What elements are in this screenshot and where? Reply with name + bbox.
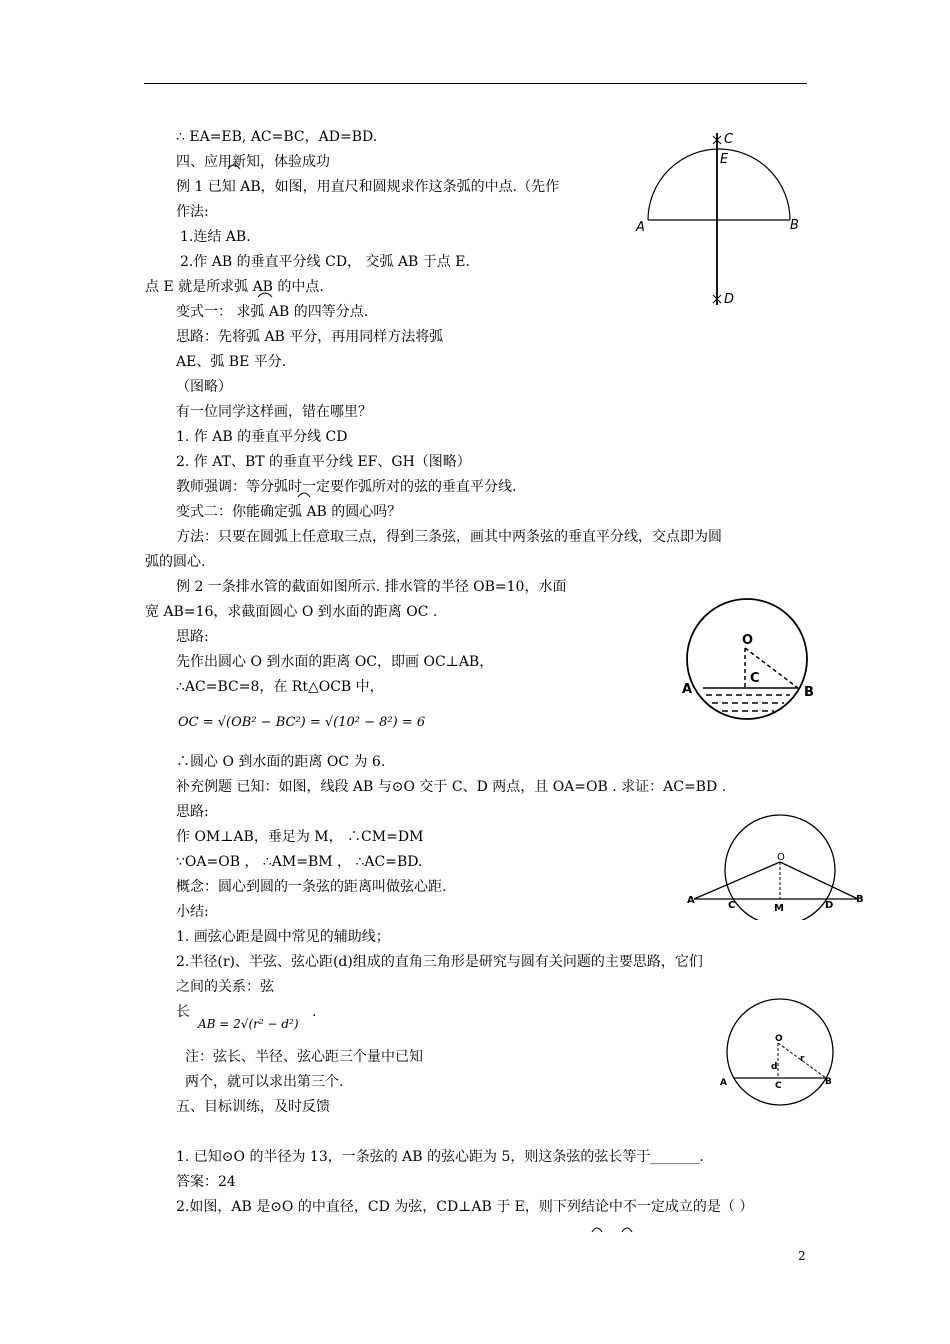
line: 五、目标训练，及时反馈 — [176, 1099, 330, 1115]
line: 注：弦长、半径、弦心距三个量中已知 — [185, 1049, 423, 1065]
line: 例 2 一条排水管的截面如图所示. 排水管的半径 OB=10，水面 — [176, 579, 567, 595]
line: 两个，就可以求出第三个. — [185, 1074, 344, 1090]
line: 四、应用新知，体验成功 — [176, 154, 330, 170]
line: 思路：先将弧 AB 平分，再用同样方法将弧 — [176, 329, 444, 345]
line: 概念：圆心到圆的一条弦的距离叫做弦心距. — [176, 879, 447, 895]
line: 小结: — [176, 904, 209, 920]
label-c: C — [750, 671, 760, 686]
line: （图略） — [176, 379, 232, 395]
label-b: B — [825, 1077, 832, 1087]
label-o: O — [742, 633, 754, 648]
line: 之间的关系：弦 — [176, 979, 274, 995]
line: 1.连结 AB. — [180, 229, 251, 245]
line: 例 1 已知 AB，如图，用直尺和圆规求作这条弧的中点.（先作 — [176, 179, 560, 195]
label-a: A — [682, 682, 693, 697]
label-d: D — [724, 292, 735, 307]
label-a: A — [636, 220, 645, 235]
line: 1. 已知⊙O 的半径为 13，一条弦的 AB 的弦心距为 5，则这条弦的弦长等于_______. — [176, 1149, 704, 1165]
line: 思路: — [176, 804, 209, 820]
label-b: B — [856, 894, 864, 905]
line: 宽 AB=16，求截面圆心 O 到水面的距离 OC . — [145, 604, 438, 620]
figure-arc-midpoint — [630, 125, 805, 315]
line: . — [312, 1004, 317, 1020]
line: 变式二：你能确定弧 AB 的圆心吗？ — [176, 504, 402, 520]
label-o: O — [775, 1034, 783, 1044]
line: 作 OM⊥AB，垂足为 M， ∴CM=DM — [176, 829, 424, 845]
line: 作法: — [176, 204, 209, 220]
line: 补充例题 已知：如图，线段 AB 与⊙O 交于 C、D 两点，且 OA=OB . 求证：AC=BD . — [176, 779, 727, 795]
label-m: M — [774, 903, 784, 914]
line: 方法：只要在圆弧上任意取三点，得到三条弦，画其中两条弦的垂直平分线，交点即为圆 — [176, 529, 722, 545]
line: 点 E 就是所求弧 AB 的中点. — [145, 279, 324, 295]
label-c: C — [775, 1081, 782, 1091]
line: 1. 画弦心距是圆中常见的辅助线； — [176, 929, 390, 945]
line: 弧的圆心. — [145, 554, 206, 570]
line: 长 — [176, 1004, 190, 1020]
line: 答案：24 — [176, 1174, 236, 1190]
line: ∵OA=OB ， ∴AM=BM ， ∴AC=BD. — [176, 854, 423, 870]
label-d: D — [825, 900, 834, 911]
page-number: 2 — [798, 1249, 806, 1263]
line: ∴圆心 O 到水面的距离 OC 为 6. — [176, 754, 386, 770]
label-a: A — [720, 1078, 727, 1088]
line: 2.如图，AB 是⊙O 的中直径，CD 为弦，CD⊥AB 于 E，则下列结论中不一定成立的是（ ） — [176, 1199, 754, 1215]
label-d: d — [771, 1062, 778, 1072]
formula-ab: AB = 2√(r² − d²) — [198, 1017, 299, 1031]
label-e: E — [720, 152, 729, 167]
line: 有一位同学这样画，错在哪里？ — [176, 404, 372, 420]
label-b: B — [804, 685, 814, 700]
label-r: r — [800, 1054, 805, 1064]
line: ∴AC=BC=8，在 Rt△OCB 中， — [176, 679, 384, 695]
line: 变式一： 求弧 AB 的四等分点. — [176, 304, 369, 320]
line: ∴ EA=EB, AC=BC，AD=BD. — [176, 129, 378, 145]
line: 2. 作 AT、BT 的垂直平分线 EF、GH（图略） — [176, 454, 471, 470]
line: AE、弧 BE 平分. — [176, 354, 287, 370]
figure-radius-distance — [715, 995, 845, 1115]
line: 2.作 AB 的垂直平分线 CD， 交弧 AB 于点 E. — [180, 254, 470, 270]
label-c: C — [724, 132, 734, 147]
label-b: B — [790, 218, 799, 233]
line: 教师强调：等分弧时一定要作弧所对的弦的垂直平分线. — [176, 479, 517, 495]
line: 2.半径(r)、半弦、弦心距(d)组成的直角三角形是研究与圆有关问题的主要思路，它们 — [176, 954, 703, 970]
label-o: O — [777, 852, 785, 863]
line: 1. 作 AB 的垂直平分线 CD — [176, 429, 348, 445]
label-a: A — [687, 895, 695, 906]
line: 思路: — [176, 629, 209, 645]
figure-pipe — [680, 592, 820, 732]
formula-oc: OC = √(OB² − BC²) = √(10² − 8²) = 6 — [178, 715, 426, 730]
label-c: C — [728, 900, 736, 911]
figure-chord-segment — [684, 810, 870, 920]
line: 先作出圆心 O 到水面的距离 OC，即画 OC⊥AB， — [176, 654, 494, 670]
